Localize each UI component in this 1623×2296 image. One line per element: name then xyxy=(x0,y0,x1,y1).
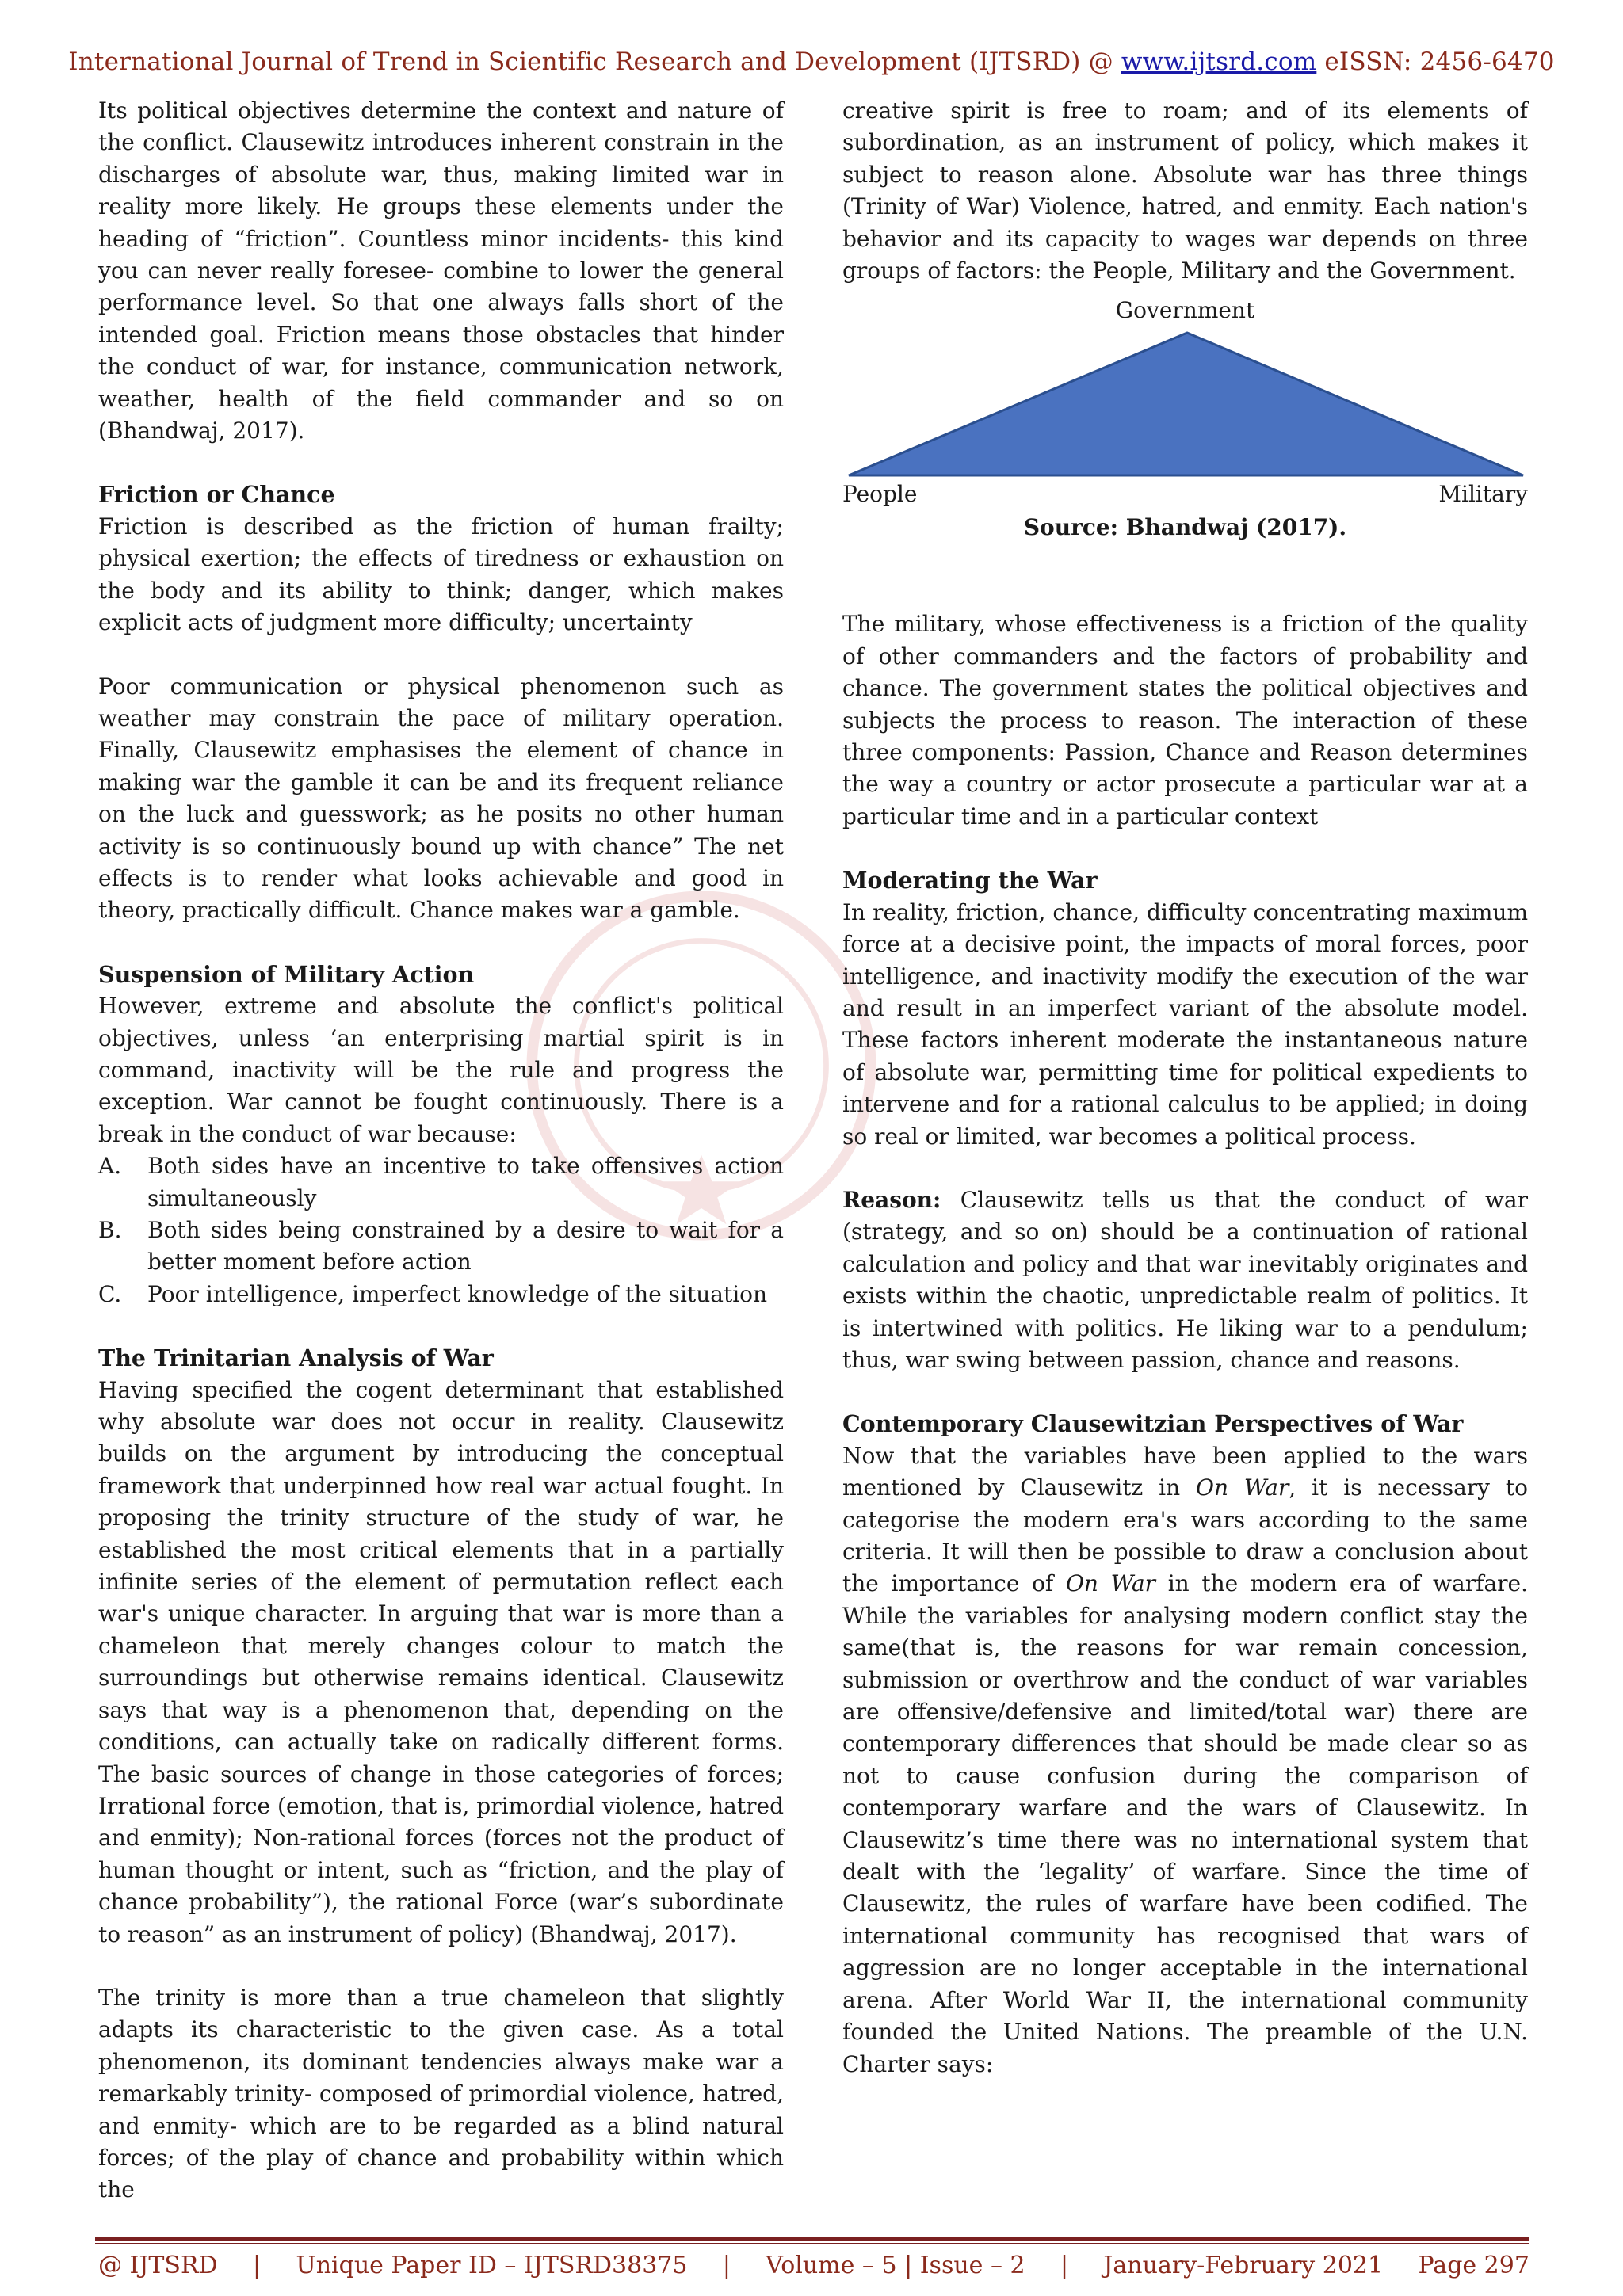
running-header xyxy=(0,48,1623,76)
footer-separator: | xyxy=(252,2252,262,2279)
list-item xyxy=(98,1279,784,1310)
text-run: Now that the variables have been applied to the wars mentioned by Clausewitz in xyxy=(842,1442,1528,1501)
footer-date: January-February 2021 xyxy=(1103,2252,1384,2279)
paragraph: The trinity is more than a true chameleon that slightly adapts its characteristic to the given case. As a total phenomenon, its dominant tendencies always make war a remarkably trinity- composed of primordial violence, hatred, and enmity- which are to be regarded as a blind natural forces; of the play of chance and probability within which the xyxy=(98,1984,784,2203)
footer-volume: Volume – 5 | Issue – 2 xyxy=(766,2252,1025,2279)
footer-rule-thin xyxy=(95,2243,1529,2244)
text-run: , it is necessary to categorise the modern era's wars according to the same criteria. It will then be possible to draw a conclusion about the importance of xyxy=(842,1474,1528,1597)
journal-name: International Journal of Trend in Scientific Research and Development (IJTSRD) @ xyxy=(68,48,1121,76)
paragraph: The military, whose effectiveness is a friction of the quality of other commanders and the factors of probability and chance. The government states the political objectives and subjects the process to reason. The interaction of these three components: Passion, Chance and Reason determines the way a country or actor prosecute a particular war at a particular time and in a particular context xyxy=(842,611,1528,830)
footer-separator: | xyxy=(1060,2252,1069,2279)
footer-site: @ IJTSRD xyxy=(98,2252,218,2279)
paragraph: Poor communication or physical phenomenon such as weather may constrain the pace of military operation. Finally, Clausewitz emphasises the element of chance in making war the gamble it can be and its frequent reliance on the luck and guesswork; as he posits no other human activity is so continuously bound up with chance” The net effects is to render what looks achievable and good in theory, practically difficult. Chance makes war a gamble. xyxy=(98,673,784,924)
journal-url-link[interactable]: www.ijtsrd.com xyxy=(1121,48,1317,76)
list-marker: A. xyxy=(98,1153,122,1180)
paragraph: In reality, friction, chance, difficulty concentrating maximum force at a decisive point, the impacts of moral forces, poor intelligence, and inactivity modify the execution of the war and result in an imperfect variant of the absolute model. These factors inherent moderate the instantaneous nature of absolute war, permitting time for political expedients to intervene and for a rational calculus to be applied; in doing so real or limited, war becomes a political process. xyxy=(842,898,1528,1150)
list-item xyxy=(98,1215,784,1279)
left-column xyxy=(98,95,784,2206)
footer-page: Page 297 xyxy=(1418,2252,1529,2279)
footer-paper-id: Unique Paper ID – IJTSRD38375 xyxy=(296,2252,688,2279)
trinity-figure xyxy=(842,287,1528,608)
list-item-text: Poor intelligence, imperfect knowledge of the situation xyxy=(147,1280,768,1307)
paragraph: Friction is described as the friction of human frailty; physical exertion; the effects of tiredness or exhaustion on the body and its ability to think; danger, which makes explicit acts of judgment more difficulty; uncertainty xyxy=(98,513,784,636)
section-heading-friction: Friction or Chance xyxy=(98,481,335,509)
reason-label: Reason: xyxy=(842,1186,941,1213)
paragraph xyxy=(842,1440,1528,2081)
figure-source: Source: Bhandwaj (2017). xyxy=(1023,514,1347,541)
figure-label-government: Government xyxy=(1115,297,1255,324)
paragraph: Its political objectives determine the context and nature of the conflict. Clausewitz introduces inherent constrain in the discharges of absolute war, thus, making limited war in reality more likely. He groups these elements under the heading of “friction”. Countless minor incidents- this kind you can never really foresee- combine to lower the general performance level. So that one always falls short of the intended goal. Friction means those obstacles that hinder the conduct of war, for instance, communication network, weather, health of the field commander and so on (Bhandwaj, 2017). xyxy=(98,97,784,444)
section-heading-moderating: Moderating the War xyxy=(842,867,1098,894)
section-heading-trinitarian: The Trinitarian Analysis of War xyxy=(98,1344,494,1372)
paragraph: creative spirit is free to roam; and of its elements of subordination, as an instrument of policy, which makes it subject to reason alone. Absolute war has three things (Trinity of War) Violence, hatred, and enmity. Each nation's behavior and its capacity to wages war depends on three groups of factors: the People, Military and the Government. xyxy=(842,97,1528,284)
paragraph: Having specified the cogent determinant that established why absolute war does not occur in reality. Clausewitz builds on the argument by introducing the conceptual framework that underpinned how real war actual fought. In proposing the trinity structure of the study of war, he established the most critical elements that in a partially infinite series of the element of permutation reflect each war's unique character. In arguing that war is more than a chameleon that merely changes colour to match the surroundings but otherwise remains identical. Clausewitz says that way is a phenomenon that, depending on the conditions, can actually take on radically different forms. The basic sources of change in those categories of forces; Irrational force (emotion, that is, primordial violence, hatred and enmity); Non-rational forces (forces not the product of human thought or intent, such as “friction, and the play of chance probability”), the rational Force (war’s subordinate to reason” as an instrument of policy) (Bhandwaj, 2017). xyxy=(98,1376,784,1947)
paragraph-reason xyxy=(842,1184,1528,1376)
issn: eISSN: 2456-6470 xyxy=(1316,48,1555,76)
triangle-shape xyxy=(849,333,1523,475)
section-heading-suspension: Suspension of Military Action xyxy=(98,960,475,988)
list-marker: B. xyxy=(98,1217,122,1243)
paragraph: However, extreme and absolute the conflict's political objectives, unless ‘an enterprising martial spirit is in command, inactivity will be the rule and progress the exception. War cannot be fought continuously. There is a break in the conduct of war because: xyxy=(98,993,784,1147)
list-item-text: Both sides being constrained by a desire to wait for a better moment before action xyxy=(147,1217,784,1276)
list-item xyxy=(98,1150,784,1215)
running-footer xyxy=(98,2252,1529,2283)
text-run: in the modern era of warfare. While the variables for analysing modern conflict stay the same(that is, the reasons for war remain concession, submission or overthrow and the conduct of war variables are offensive/defensive and limited/total war) there are contemporary differences that should be made clear so as not to cause confusion during the comparison of contemporary warfare and the wars of Clausewitz. In Clausewitz’s time there was no international system that dealt with the ‘legality’ of warfare. Since the time of Clausewitz, the rules of warfare have been codified. The international community has recognised that wars of aggression are no longer acceptable in the international arena. After World War II, the international community founded the United Nations. The preamble of the U.N. Charter says: xyxy=(842,1570,1528,2077)
book-title: On War xyxy=(1065,1570,1156,1597)
trinity-triangle xyxy=(847,331,1525,479)
figure-label-military: Military xyxy=(1438,481,1528,508)
footer-rule xyxy=(95,2237,1529,2241)
book-title: On War xyxy=(1196,1474,1289,1501)
section-heading-contemporary: Contemporary Clausewitzian Perspectives of War xyxy=(842,1410,1464,1438)
reason-text: Clausewitz tells us that the conduct of war (strategy, and so on) should be a continuation of rational calculation and policy and that war inevitably originates and exists within the chaotic, unpredictable realm of politics. It is intertwined with politics. He liking war to a pendulum; thus, war swing between passion, chance and reasons. xyxy=(842,1186,1528,1373)
footer-separator: | xyxy=(722,2252,731,2279)
list-marker: C. xyxy=(98,1280,122,1307)
list-item-text: Both sides have an incentive to take offensives action simultaneously xyxy=(147,1153,784,1211)
figure-label-people: People xyxy=(842,481,918,508)
reasons-list xyxy=(98,1150,784,1310)
right-column xyxy=(842,95,1528,2081)
